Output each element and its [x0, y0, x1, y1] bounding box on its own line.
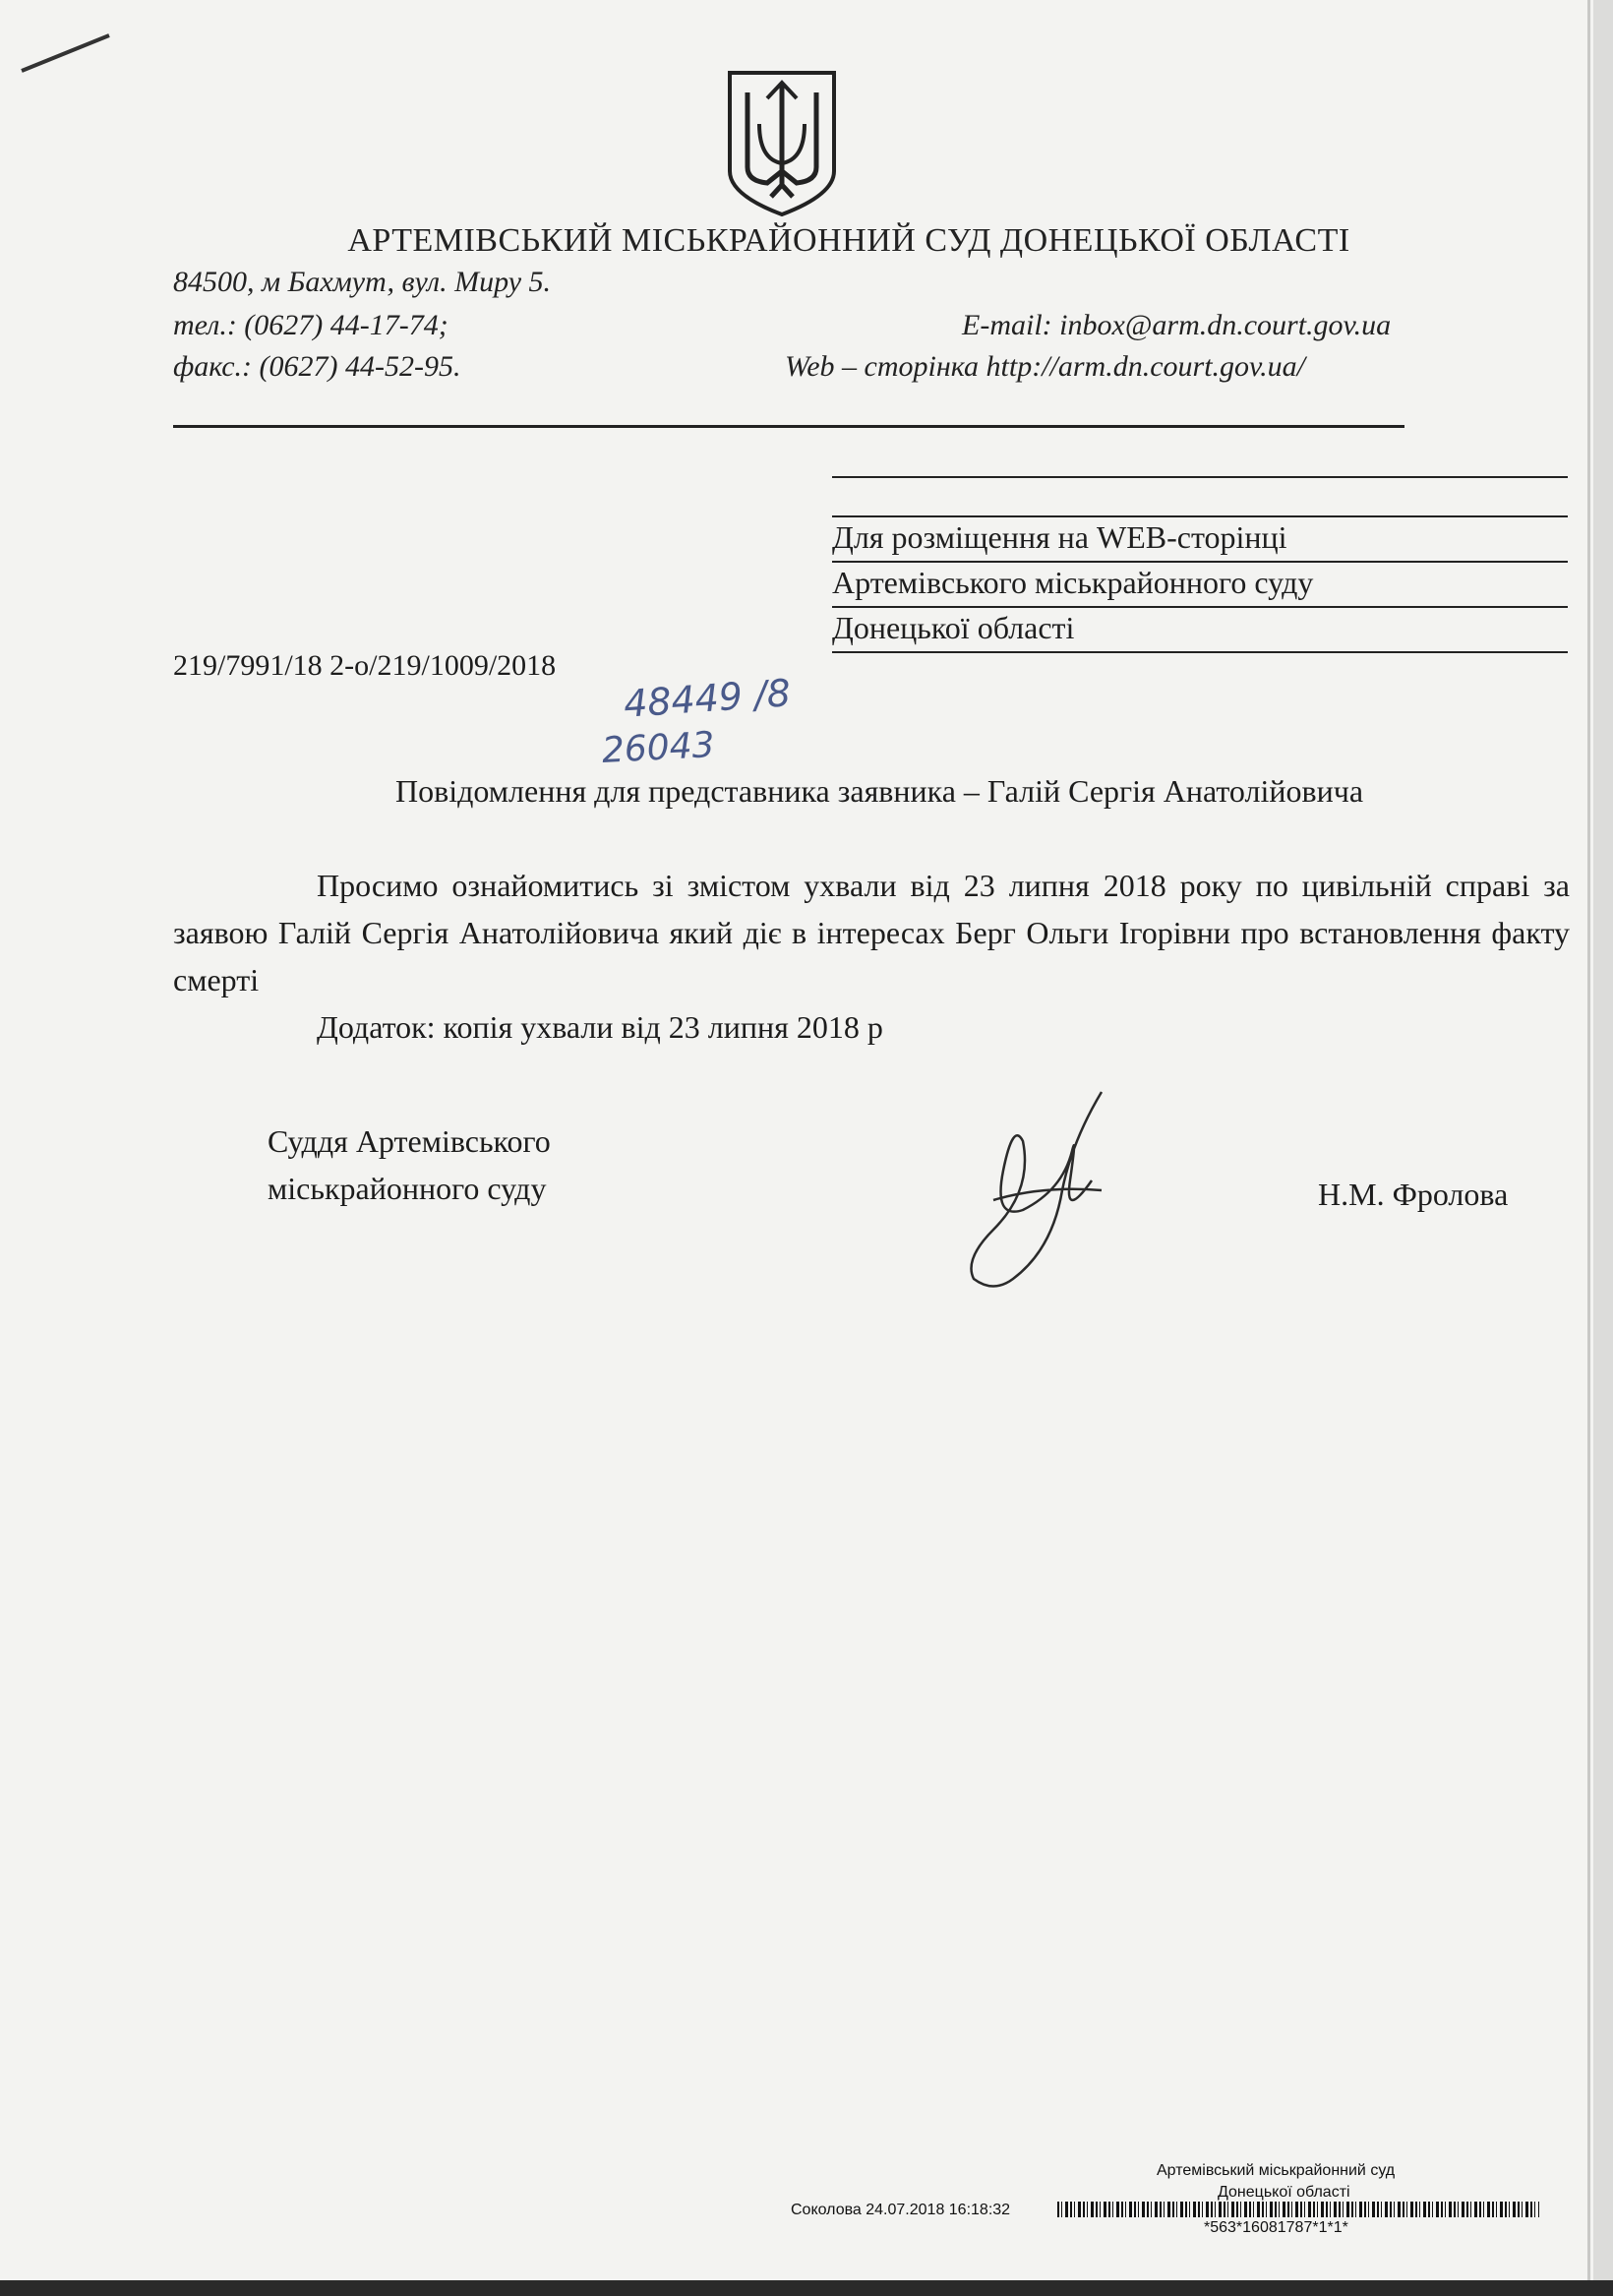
court-name: АРТЕМІВСЬКИЙ МІСЬКРАЙОННИЙ СУД ДОНЕЦЬКОЇ ОБЛАСТІ	[347, 222, 1350, 259]
judge-name: Н.М. Фролова	[1318, 1177, 1509, 1212]
letterhead-divider	[173, 425, 1404, 428]
notice-body	[173, 862, 1570, 1051]
case-numbers: 219/7991/18 2-о/219/1009/2018	[173, 649, 557, 682]
court-phone: тел.: (0627) 44-17-74;	[173, 309, 448, 341]
scan-border	[0, 2280, 1613, 2296]
court-address: 84500, м Бахмут, вул. Миру 5.	[173, 266, 552, 298]
recipient-underline	[832, 651, 1568, 653]
notice-title: Повідомлення для представника заявника – Галій Сергія Анатолійовича	[394, 773, 1364, 809]
handwritten-code: 26043	[601, 725, 716, 771]
judge-title-line-2: міськрайонного суду	[268, 1171, 547, 1206]
stamp-court: Артемівський міськрайонний суд	[1157, 2162, 1396, 2179]
recipient-line-1: Для розміщення на WEB-сторінці	[832, 519, 1287, 555]
corner-pen-mark	[21, 33, 110, 73]
handwritten-reg-number: 48449 /8	[622, 671, 793, 726]
coat-of-arms-icon	[724, 69, 840, 218]
stamp-code: *563*16081787*1*1*	[1204, 2219, 1348, 2236]
recipient-underline	[832, 561, 1568, 563]
recipient-line-2: Артемівського міськрайонного суду	[832, 565, 1314, 600]
stamp-registrar: Соколова 24.07.2018 16:18:32	[791, 2202, 1011, 2218]
stamp-region: Донецької області	[1218, 2184, 1350, 2201]
court-fax: факс.: (0627) 44-52-95.	[173, 350, 461, 383]
recipient-line-3: Донецької області	[832, 610, 1075, 645]
court-web: Web – сторінка http://arm.dn.court.gov.ua/	[785, 350, 1305, 383]
notice-paragraph: Просимо ознайомитись зі змістом ухвали від 23 липня 2018 року по цивільній справі за заявою Галій Сергія Анатолійовича який діє в інтересах Берг Ольги Ігорівни про встановлення факту смерті	[173, 868, 1570, 997]
recipient-blank-line	[832, 476, 1568, 478]
recipient-underline	[832, 606, 1568, 608]
judge-title-line-1: Суддя Артемівського	[268, 1123, 551, 1159]
handwritten-signature	[954, 1082, 1131, 1299]
notice-attachment: Додаток: копія ухвали від 23 липня 2018 р	[317, 1009, 883, 1045]
page-edge	[1587, 0, 1590, 2280]
recipient-blank-line	[832, 515, 1568, 517]
court-email: E-mail: inbox@arm.dn.court.gov.ua	[962, 309, 1392, 341]
barcode-icon	[1057, 2202, 1539, 2217]
